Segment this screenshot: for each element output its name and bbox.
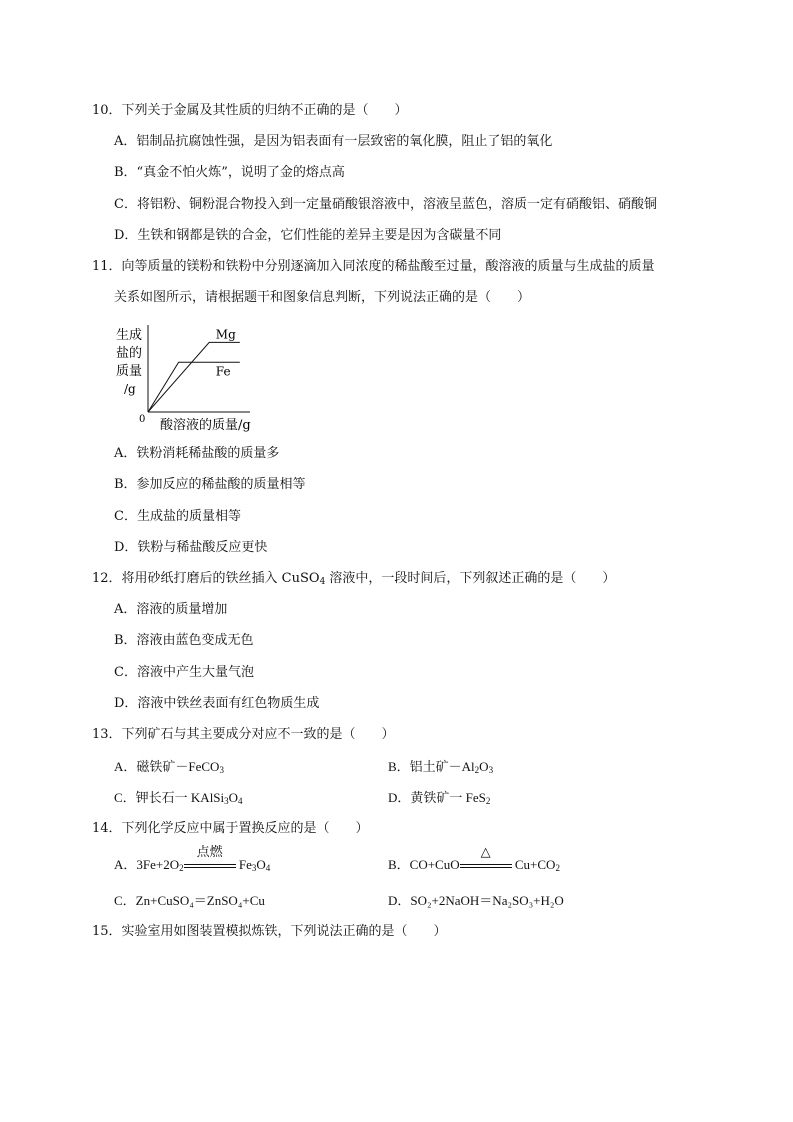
q13-b-sub1: 2 — [474, 765, 480, 775]
q10-option-a: A．铝制品抗腐蚀性强，是因为铝表面有一层致密的氧化膜，阻止了铝的氧化 — [114, 134, 553, 149]
q13-a-pre: A．磁铁矿－FeCO — [114, 759, 220, 774]
ylabel-line-3: 质量 — [116, 364, 143, 379]
q11-chart-svg — [110, 325, 270, 435]
q14-b-sub: 2 — [555, 863, 560, 873]
q12-stem-sub: 4 — [319, 577, 326, 587]
q11-option-a: A．铁粉消耗稀盐酸的质量多 — [114, 446, 280, 461]
series-label-fe: Fe — [215, 364, 231, 379]
q14-b-bar-top — [460, 864, 512, 865]
q13-c-pre: C．钾长石一 KAlSi — [114, 790, 225, 805]
q13-option-d — [388, 789, 490, 810]
q14-b-arrow — [460, 844, 512, 873]
q13-c-sub1: 3 — [224, 796, 229, 806]
q13-c-sub2: 4 — [238, 796, 243, 806]
q13-b-mid: O — [479, 759, 489, 774]
q14-b-condition: △ — [480, 844, 491, 860]
q14-a-sub3: 4 — [265, 863, 271, 873]
q11-option-d: D．铁粉与稀盐酸反应更快 — [114, 540, 268, 555]
q12-stem-post: 溶液中，一段时间后，下列叙述正确的是（ ） — [325, 571, 616, 586]
q14-option-a — [114, 844, 271, 877]
q12-option-b: B．溶液由蓝色变成无色 — [114, 633, 254, 648]
q11-option-b: B．参加反应的稀盐酸的质量相等 — [114, 477, 306, 492]
q14-a-arrow — [184, 844, 236, 873]
q14-stem: 14．下列化学反应中属于置换反应的是（ ） — [92, 821, 369, 836]
q13-stem: 13．下列矿石与其主要成分对应不一致的是（ ） — [92, 727, 395, 742]
q12-option-a: A．溶液的质量增加 — [114, 602, 228, 617]
q10-option-b: B．“真金不怕火炼”，说明了金的熔点高 — [114, 165, 345, 180]
q14-a-condition: 点燃 — [196, 844, 223, 860]
q15-stem: 15．实验室用如图装置模拟炼铁，下列说法正确的是（ ） — [92, 924, 447, 939]
q14-b-post: Cu+CO — [511, 857, 556, 872]
q12-option-d: D．溶液中铁丝表面有红色物质生成 — [114, 696, 320, 711]
origin-label: 0 — [139, 414, 146, 425]
q14-a-bar-bottom — [184, 867, 236, 868]
series-layer — [148, 327, 240, 412]
ylabel-line-2: 盐的 — [116, 346, 143, 361]
q14-b-bar-bottom — [460, 867, 512, 868]
q13-option-c — [114, 789, 243, 810]
q13-b-sub2: 3 — [488, 765, 494, 775]
q14-option-c: C．Zn+CuSO₄＝ZnSO₄+Cu — [114, 893, 265, 908]
q10-option-d: D．生铁和钢都是铁的合金，它们性能的差异主要是因为含碳量不同 — [114, 228, 502, 243]
q11-chart — [110, 325, 270, 435]
q14-a-sub: 2 — [179, 863, 184, 873]
q13-d-sub: 2 — [485, 796, 491, 806]
q14-a-bar-top — [184, 864, 236, 865]
q12-stem-pre: 12．将用砂纸打磨后的铁丝插入 CuSO — [92, 571, 320, 586]
ylabel-line-1: 生成 — [116, 328, 143, 343]
q13-d-pre: D．黄铁矿一 FeS — [388, 790, 486, 805]
q10-stem: 10．下列关于金属及其性质的归纳不正确的是（ ） — [92, 103, 408, 118]
q14-a-post: Fe — [235, 857, 252, 872]
q10-option-c: C．将铝粉、铜粉混合物投入到一定量硝酸银溶液中，溶液呈蓝色，溶质一定有硝酸铝、硝酸铜 — [114, 197, 657, 212]
q11-option-c: C．生成盐的质量相等 — [114, 509, 241, 524]
xlabel: 酸溶液的质量/g — [160, 418, 251, 433]
q13-option-a — [114, 758, 224, 779]
q13-a-sub: 3 — [219, 765, 224, 775]
q12-option-c: C．溶液中产生大量气泡 — [114, 665, 254, 680]
q14-a-pre: A．3Fe+2O — [114, 857, 180, 872]
ylabel-line-4: /g — [124, 382, 136, 396]
q11-stem-line1: 11．向等质量的镁粉和铁粉中分别逐滴加入同浓度的稀盐酸至过量，酸溶液的质量与生成盐的质量 — [92, 259, 655, 274]
series-label-mg: Mg — [215, 327, 236, 342]
q14-option-b — [388, 844, 560, 877]
q11-stem-line2: 关系如图所示，请根据题干和图象信息判断，下列说法正确的是（ ） — [114, 290, 531, 305]
q14-b-pre: B．CO+CuO — [388, 857, 460, 872]
q13-option-b — [388, 758, 493, 779]
q13-b-pre: B．铝土矿－Al — [388, 759, 475, 774]
q13-c-mid: O — [228, 790, 239, 805]
q14-option-d: D．SO₂+2NaOH＝Na₂SO₃+H₂O — [388, 893, 564, 908]
q12-stem — [92, 570, 615, 591]
q14-a-post2: O — [256, 857, 266, 872]
q14-a-sub2: 3 — [251, 863, 257, 873]
